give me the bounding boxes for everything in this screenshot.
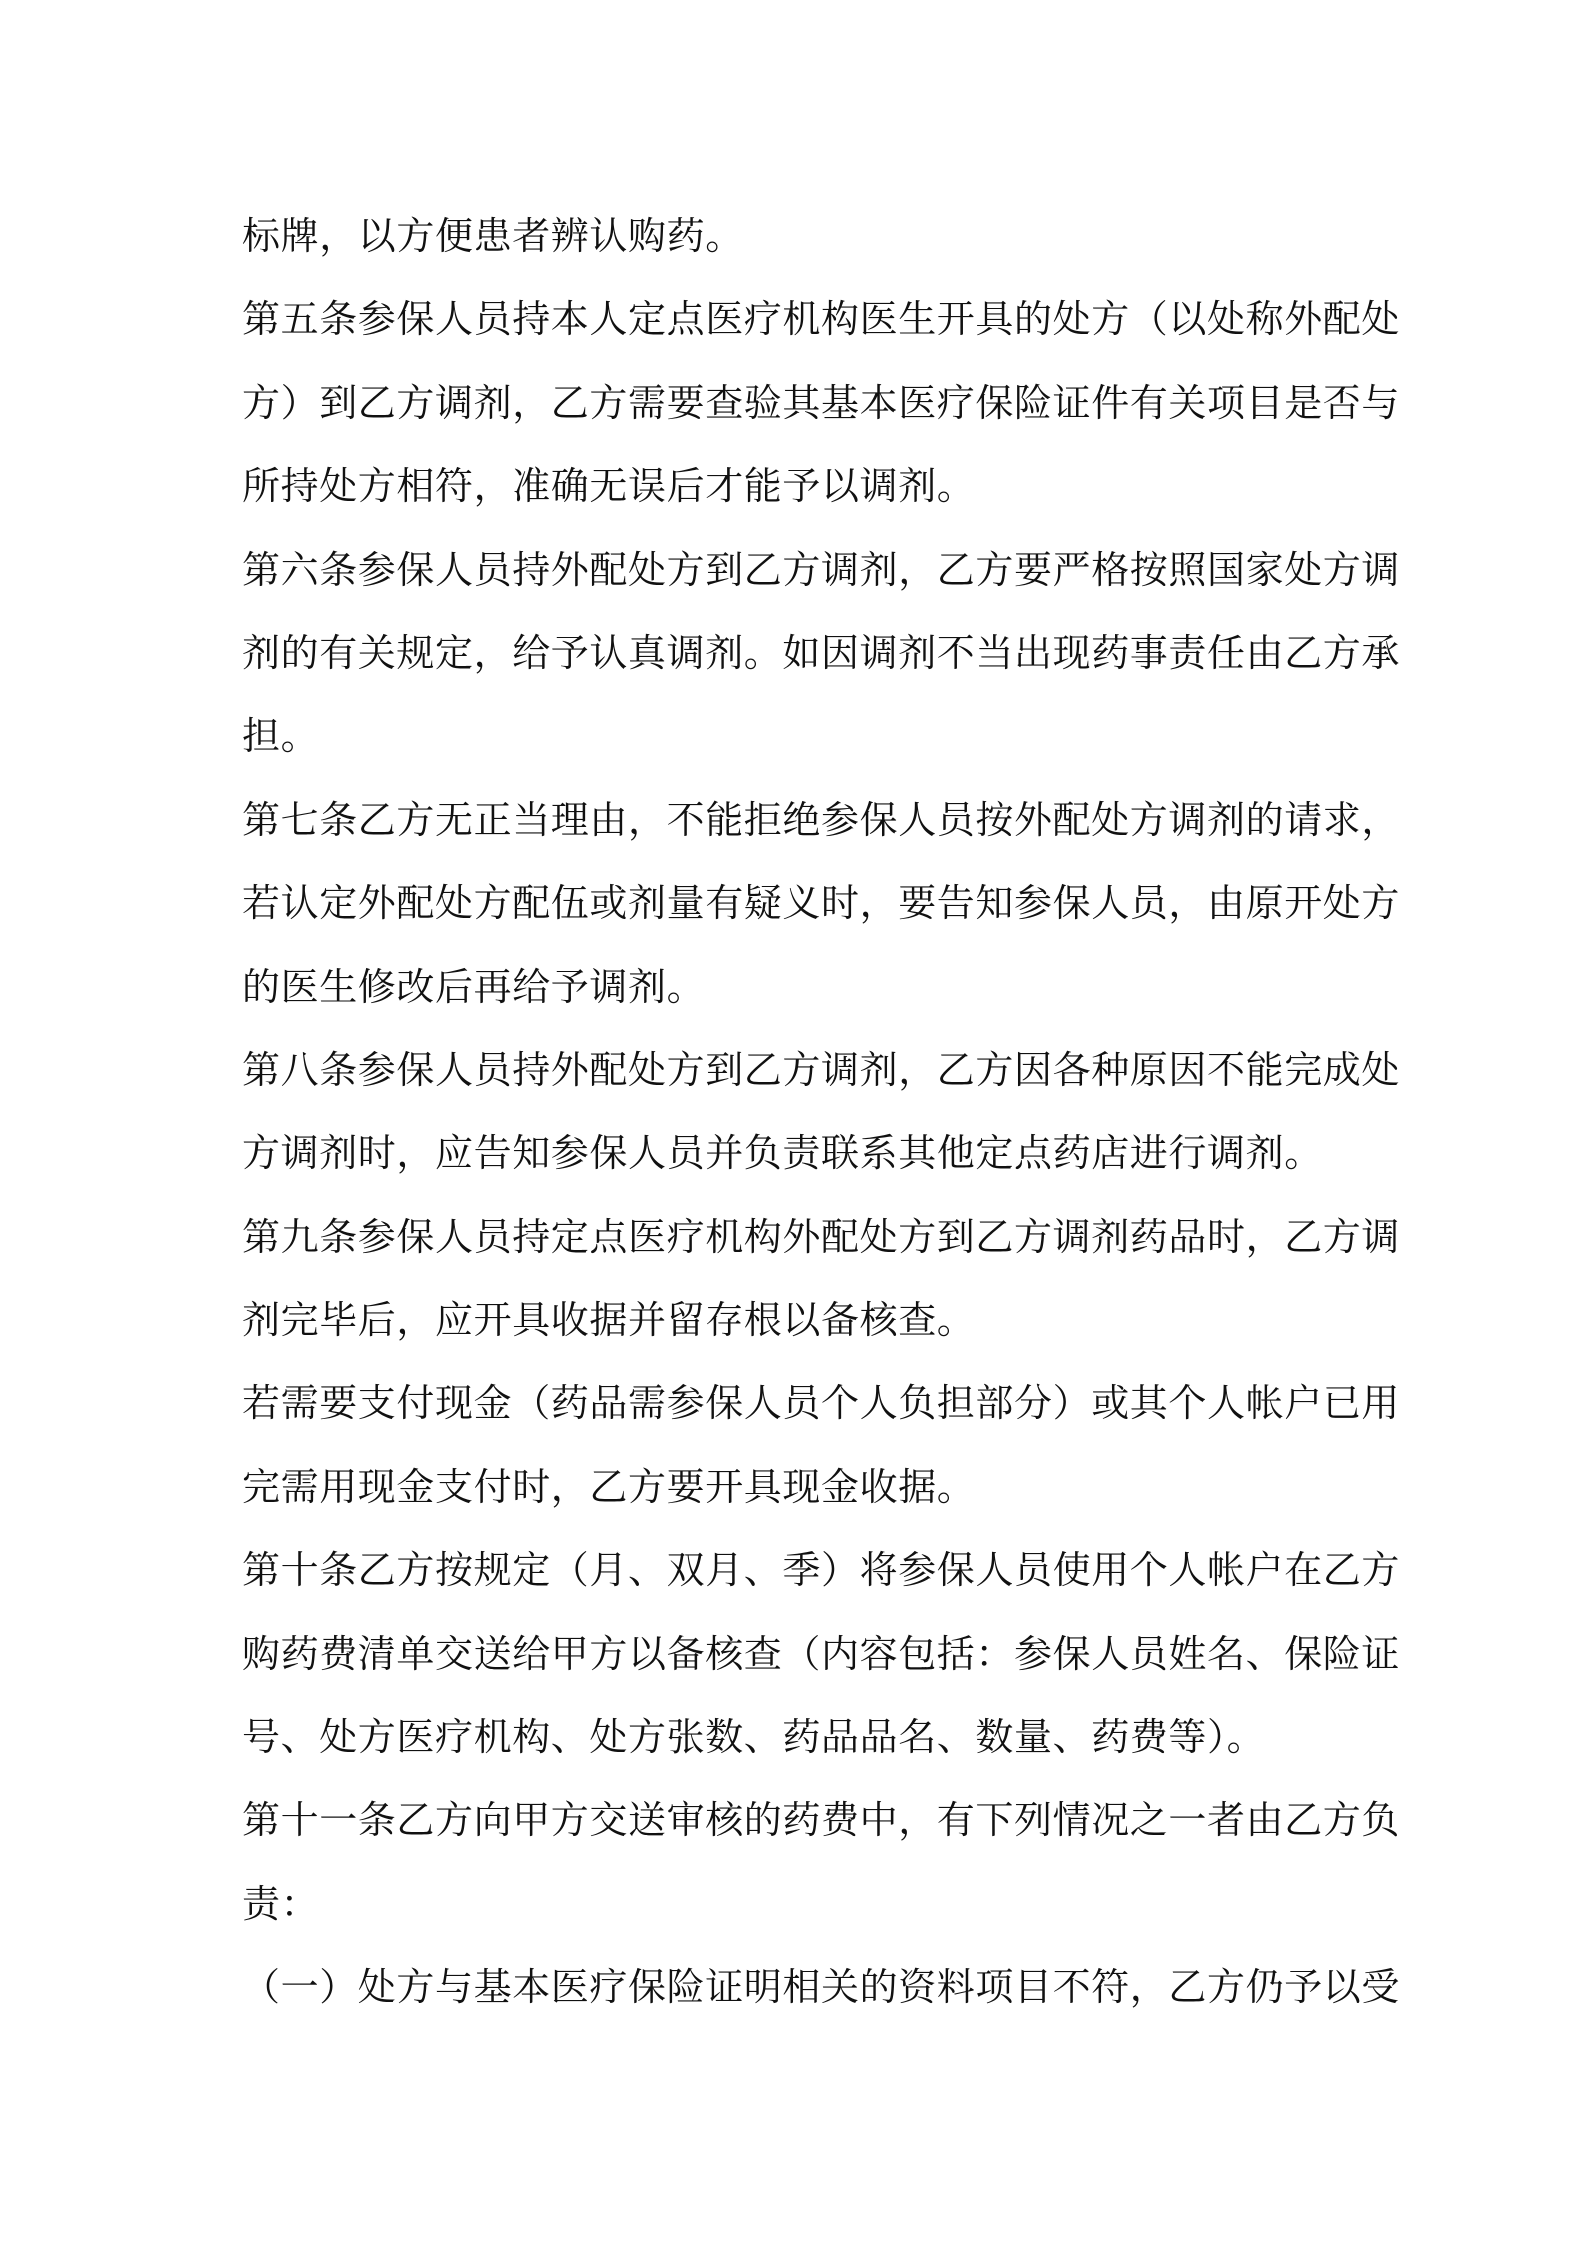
text-line-5: 第六条参保人员持外配处方到乙方调剂，乙方要严格按照国家处方调 bbox=[242, 547, 1401, 592]
text-line-14: 剂完毕后，应开具收据并留存根以备核查。 bbox=[242, 1298, 976, 1343]
text-line-17: 第十条乙方按规定（月、双月、季）将参保人员使用个人帐户在乙方 bbox=[242, 1548, 1401, 1593]
text-line-21: 责： bbox=[242, 1881, 320, 1926]
text-line-11: 第八条参保人员持外配处方到乙方调剂，乙方因各种原因不能完成处 bbox=[242, 1047, 1401, 1092]
document-body bbox=[242, 195, 1401, 2030]
text-line-13: 第九条参保人员持定点医疗机构外配处方到乙方调剂药品时，乙方调 bbox=[242, 1214, 1401, 1259]
text-line-16: 完需用现金支付时，乙方要开具现金收据。 bbox=[242, 1464, 976, 1509]
text-line-22: （一）处方与基本医疗保险证明相关的资料项目不符，乙方仍予以受 bbox=[242, 1965, 1401, 2010]
text-line-15: 若需要支付现金（药品需参保人员个人负担部分）或其个人帐户已用 bbox=[242, 1381, 1401, 1426]
text-line-6: 剂的有关规定，给予认真调剂。如因调剂不当出现药事责任由乙方承 bbox=[242, 630, 1401, 675]
text-line-12: 方调剂时，应告知参保人员并负责联系其他定点药店进行调剂。 bbox=[242, 1131, 1323, 1176]
text-line-20: 第十一条乙方向甲方交送审核的药费中，有下列情况之一者由乙方负 bbox=[242, 1798, 1401, 1843]
text-line-2: 第五条参保人员持本人定点医疗机构医生开具的处方（以处称外配处 bbox=[242, 297, 1401, 342]
text-line-19: 号、处方医疗机构、处方张数、药品品名、数量、药费等）。 bbox=[242, 1715, 1266, 1760]
text-line-9: 若认定外配处方配伍或剂量有疑义时，要告知参保人员，由原开处方 bbox=[242, 881, 1401, 926]
text-line-18: 购药费清单交送给甲方以备核查（内容包括：参保人员姓名、保险证 bbox=[242, 1631, 1401, 1676]
text-line-8: 第七条乙方无正当理由，不能拒绝参保人员按外配处方调剂的请求， bbox=[242, 797, 1401, 842]
text-line-7: 担。 bbox=[242, 714, 320, 759]
text-line-4: 所持处方相符，准确无误后才能予以调剂。 bbox=[242, 464, 976, 509]
text-line-10: 的医生修改后再给予调剂。 bbox=[242, 964, 706, 1009]
text-line-1: 标牌，以方便患者辨认购药。 bbox=[242, 214, 744, 258]
text-line-3: 方）到乙方调剂，乙方需要查验其基本医疗保险证件有关项目是否与 bbox=[242, 380, 1401, 425]
